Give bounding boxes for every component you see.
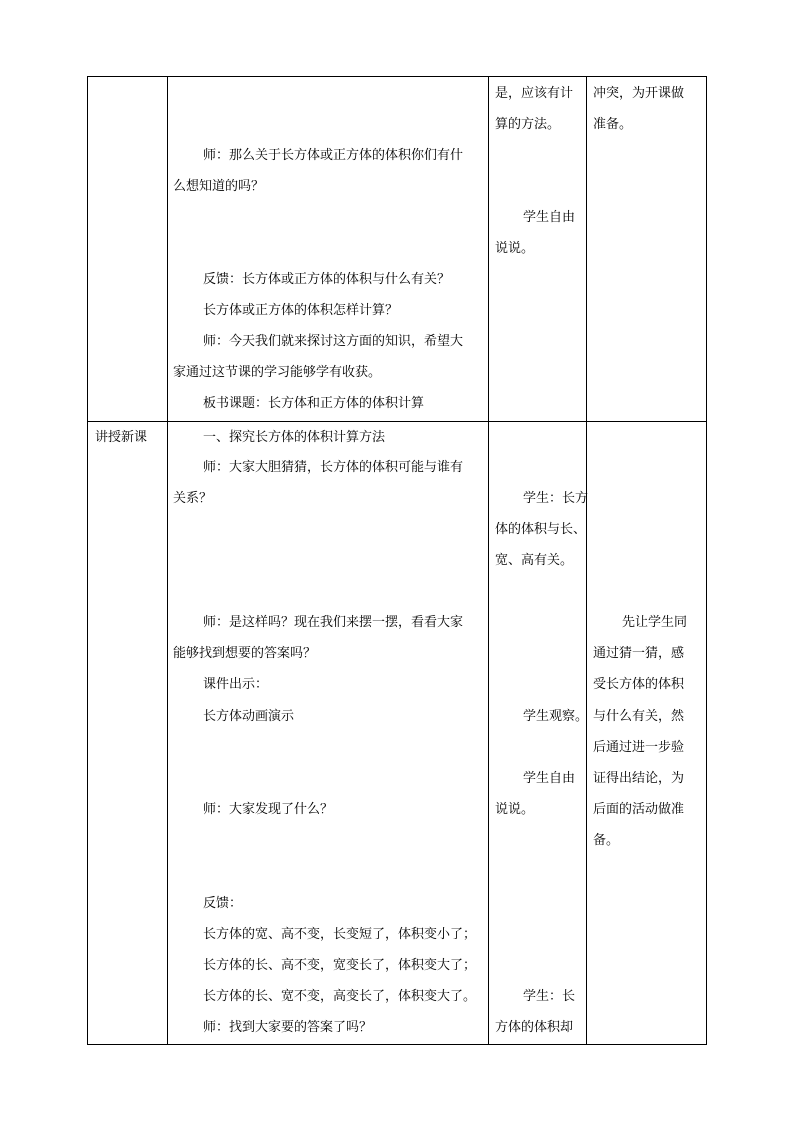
teacher-text: 课件出示：	[203, 677, 269, 692]
student-text: 体的体积与长、	[495, 522, 587, 537]
table-left-border	[87, 76, 88, 1045]
teacher-text: 能够找到想要的答案吗？	[173, 646, 317, 661]
teacher-text: 长方体的宽、高不变，长变短了，体积变小了；	[203, 927, 477, 942]
teacher-text: 师：今天我们就来探讨这方面的知识，希望大	[203, 334, 464, 349]
teacher-text: 师：大家发现了什么？	[203, 802, 334, 817]
design-text: 后面的活动做准	[593, 802, 685, 817]
teacher-text: 关系？	[173, 491, 213, 506]
teacher-text: 师：那么关于长方体或正方体的体积你们有什	[203, 148, 464, 163]
teacher-text: 家通过这节课的学习能够学有收获。	[173, 365, 382, 380]
teacher-text: 长方体的长、宽不变，高变长了，体积变大了。	[203, 989, 477, 1004]
teacher-text: 反馈：长方体或正方体的体积与什么有关？	[203, 272, 451, 287]
stage-label: 讲授新课	[95, 430, 148, 445]
teacher-text: 师：大家大胆猜猜，长方体的体积可能与谁有	[203, 460, 464, 475]
student-text: 学生自由	[523, 771, 576, 786]
student-text: 是，应该有计	[495, 86, 574, 101]
table-row-divider	[87, 421, 707, 422]
student-text: 学生自由	[523, 210, 576, 225]
teacher-text: 板书课题：长方体和正方体的体积计算	[203, 396, 425, 411]
table-column-divider	[167, 76, 168, 1045]
teacher-text: 反馈：	[203, 896, 243, 911]
design-text: 先让学生同	[622, 615, 688, 630]
student-text: 学生：长	[523, 989, 576, 1004]
student-text: 算的方法。	[495, 117, 561, 132]
design-text: 准备。	[593, 117, 633, 132]
table-bottom-border	[87, 1044, 707, 1045]
teacher-text: 师：找到大家要的答案了吗？	[203, 1020, 373, 1035]
table-column-divider	[488, 76, 489, 1045]
student-text: 方体的体积却	[495, 1020, 574, 1035]
teacher-text: 师：是这样吗？现在我们来摆一摆，看看大家	[203, 615, 464, 630]
student-text: 说说。	[495, 802, 535, 817]
student-text: 宽、高有关。	[495, 553, 574, 568]
design-text: 证得出结论，为	[593, 771, 685, 786]
design-text: 与什么有关，然	[593, 709, 685, 724]
student-text: 学生：长方	[523, 491, 589, 506]
table-right-border	[706, 76, 707, 1045]
design-text: 后通过进一步验	[593, 740, 685, 755]
teacher-text: 长方体动画演示	[203, 709, 295, 724]
design-text: 冲突，为开课做	[593, 86, 685, 101]
section-heading: 一、探究长方体的体积计算方法	[203, 430, 386, 445]
design-text: 备。	[593, 833, 620, 848]
design-text: 通过猜一猜，感	[593, 646, 685, 661]
table-column-divider	[586, 76, 587, 1045]
teacher-text: 长方体或正方体的体积怎样计算？	[203, 303, 399, 318]
student-text: 说说。	[495, 241, 535, 256]
design-text: 受长方体的体积	[593, 677, 685, 692]
teacher-text: 长方体的长、高不变，宽变长了，体积变大了；	[203, 958, 477, 973]
student-text: 学生观察。	[523, 709, 589, 724]
teacher-text: 么想知道的吗？	[173, 179, 265, 194]
table-top-border	[87, 76, 707, 77]
